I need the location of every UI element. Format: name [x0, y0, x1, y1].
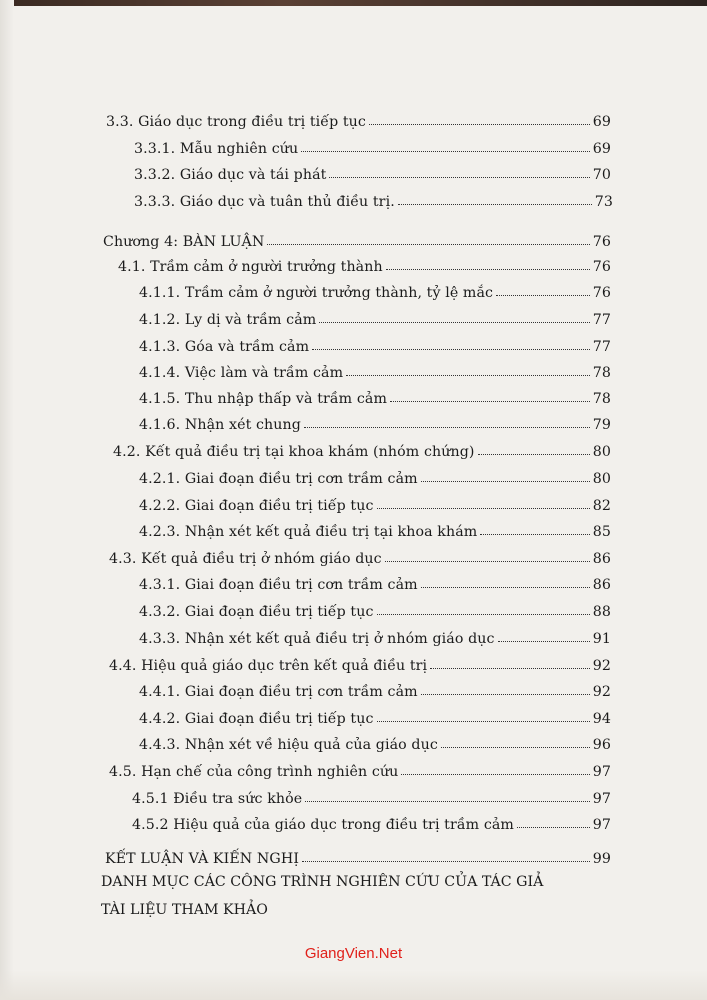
toc-leader-dots [421, 587, 590, 588]
toc-leader-dots [305, 801, 589, 802]
toc-page-number: 79 [592, 417, 611, 433]
toc-entry [139, 731, 611, 753]
toc-label: Chương 4: BÀN LUẬN [103, 234, 265, 250]
toc-label: 4.3. Kết quả điều trị ở nhóm giáo dục [109, 551, 382, 567]
toc-leader-dots [441, 747, 590, 748]
toc-leader-dots [430, 668, 590, 669]
toc-page-number: 99 [592, 851, 611, 867]
toc-entry [139, 385, 611, 407]
toc-label: 4.3.3. Nhận xét kết quả điều trị ở nhóm giáo dục [139, 631, 495, 647]
toc-label: 4.4. Hiệu quả giáo dục trên kết quả điều trị [109, 658, 428, 674]
toc-label: 4.1.4. Việc làm và trầm cảm [139, 365, 344, 381]
toc-leader-dots [377, 721, 590, 722]
page-left-shadow [0, 0, 14, 1000]
toc-leader-dots [480, 534, 589, 535]
toc-page-number: 70 [592, 167, 611, 183]
toc-page-number: 82 [592, 498, 611, 514]
toc-entry [139, 598, 611, 620]
toc-leader-dots [496, 295, 590, 296]
toc-label: 4.4.3. Nhận xét về hiệu quả của giáo dục [139, 737, 438, 753]
toc-page-number: 69 [592, 114, 611, 130]
page-bottom-shadow [0, 970, 707, 1000]
toc-leader-dots [385, 561, 590, 562]
toc-page-number: 91 [592, 631, 611, 647]
toc-entry [139, 306, 611, 328]
toc-leader-dots [267, 244, 589, 245]
toc-label: 4.1.6. Nhận xét chung [139, 417, 301, 433]
toc-page-number: 80 [592, 444, 611, 460]
toc-page-number: 97 [592, 817, 611, 833]
toc-leader-dots [302, 861, 590, 862]
toc-leader-dots [329, 177, 589, 178]
toc-page-number: 76 [592, 234, 611, 250]
toc-entry [139, 705, 611, 727]
toc-label: 4.2.2. Giai đoạn điều trị tiếp tục [139, 498, 374, 514]
toc-label: 4.1.5. Thu nhập thấp và trầm cảm [139, 391, 387, 407]
toc-leader-dots [398, 204, 592, 205]
toc-label: 4.1.1. Trầm cảm ở người trưởng thành, tỷ lệ mắc [139, 285, 494, 301]
toc-label: 4.1.2. Ly dị và trầm cảm [139, 312, 317, 328]
toc-leader-dots [421, 481, 590, 482]
toc-entry [106, 108, 611, 130]
toc-page-number: 97 [592, 764, 611, 780]
toc-leader-dots [304, 427, 590, 428]
toc-page-number: 77 [592, 339, 611, 355]
toc-label: 4.4.1. Giai đoạn điều trị cơn trầm cảm [139, 684, 418, 700]
toc-label: 4.5. Hạn chế của công trình nghiên cứu [109, 764, 399, 780]
toc-label: 4.1. Trầm cảm ở người trưởng thành [118, 259, 383, 275]
toc-entry [132, 785, 611, 807]
toc-page-number: 76 [592, 285, 611, 301]
toc-page-number: 86 [592, 577, 611, 593]
toc-label: 4.3.2. Giai đoạn điều trị tiếp tục [139, 604, 374, 620]
toc-leader-dots [478, 454, 590, 455]
toc-leader-dots [517, 827, 590, 828]
toc-label: 4.3.1. Giai đoạn điều trị cơn trầm cảm [139, 577, 418, 593]
toc-entry [139, 625, 611, 647]
toc-page-number: 76 [592, 259, 611, 275]
toc-entry [134, 161, 611, 183]
toc-heading-publications: DANH MỤC CÁC CÔNG TRÌNH NGHIÊN CỨU CỦA TÁC GIẢ [101, 874, 544, 890]
toc-page-number: 88 [592, 604, 611, 620]
toc-leader-dots [312, 349, 590, 350]
toc-entry [139, 359, 611, 381]
toc-page-number: 80 [592, 471, 611, 487]
toc-label: 4.2.3. Nhận xét kết quả điều trị tại khoa khám [139, 524, 478, 540]
toc-page-number: 69 [592, 141, 611, 157]
toc-entry [139, 492, 611, 514]
toc-page-number: 94 [592, 711, 611, 727]
toc-entry [113, 438, 611, 460]
toc-entry [132, 811, 611, 833]
toc-entry [139, 571, 611, 593]
toc-label: KẾT LUẬN VÀ KIẾN NGHỊ [105, 851, 300, 867]
toc-leader-dots [319, 322, 589, 323]
toc-label: 3.3.3. Giáo dục và tuân thủ điều trị. [134, 194, 395, 210]
toc-page-number: 77 [592, 312, 611, 328]
toc-label: 4.5.1 Điều tra sức khỏe [132, 791, 303, 807]
toc-page-number: 78 [592, 391, 611, 407]
toc-leader-dots [421, 694, 590, 695]
toc-leader-dots [390, 401, 590, 402]
toc-leader-dots [386, 269, 590, 270]
toc-label: 3.3.2. Giáo dục và tái phát [134, 167, 327, 183]
toc-entry [118, 253, 611, 275]
toc-entry [105, 845, 611, 867]
toc-page-number: 73 [594, 194, 613, 210]
toc-leader-dots [401, 774, 589, 775]
toc-entry [139, 465, 611, 487]
toc-entry [103, 228, 611, 250]
toc-entry [109, 758, 611, 780]
toc-leader-dots [498, 641, 590, 642]
toc-page-number: 97 [592, 791, 611, 807]
toc-entry [109, 652, 611, 674]
toc-entry [139, 518, 611, 540]
toc-label: 3.3.1. Mẫu nghiên cứu [134, 141, 299, 157]
toc-entry [134, 135, 611, 157]
toc-entry [139, 333, 611, 355]
toc-page-number: 78 [592, 365, 611, 381]
toc-leader-dots [377, 614, 590, 615]
toc-label: 4.1.3. Góa và trầm cảm [139, 339, 310, 355]
toc-leader-dots [346, 375, 590, 376]
toc-entry [139, 279, 611, 301]
toc-page-number: 92 [592, 658, 611, 674]
toc-leader-dots [301, 151, 589, 152]
toc-label: 4.2. Kết quả điều trị tại khoa khám (nhóm chứng) [113, 444, 475, 460]
site-watermark: GiangVien.Net [304, 945, 403, 962]
toc-page-number: 92 [592, 684, 611, 700]
toc-label: 4.4.2. Giai đoạn điều trị tiếp tục [139, 711, 374, 727]
page-top-edge [0, 0, 707, 6]
toc-leader-dots [369, 124, 590, 125]
toc-leader-dots [377, 508, 590, 509]
toc-label: 4.2.1. Giai đoạn điều trị cơn trầm cảm [139, 471, 418, 487]
toc-entry [139, 411, 611, 433]
toc-page-number: 96 [592, 737, 611, 753]
toc-label: 3.3. Giáo dục trong điều trị tiếp tục [106, 114, 366, 130]
toc-label: 4.5.2 Hiệu quả của giáo dục trong điều trị trầm cảm [132, 817, 514, 833]
toc-entry [109, 545, 611, 567]
toc-heading-references: TÀI LIỆU THAM KHẢO [101, 902, 268, 918]
toc-entry [134, 188, 613, 210]
toc-page-number: 86 [592, 551, 611, 567]
toc-page-number: 85 [592, 524, 611, 540]
toc-entry [139, 678, 611, 700]
